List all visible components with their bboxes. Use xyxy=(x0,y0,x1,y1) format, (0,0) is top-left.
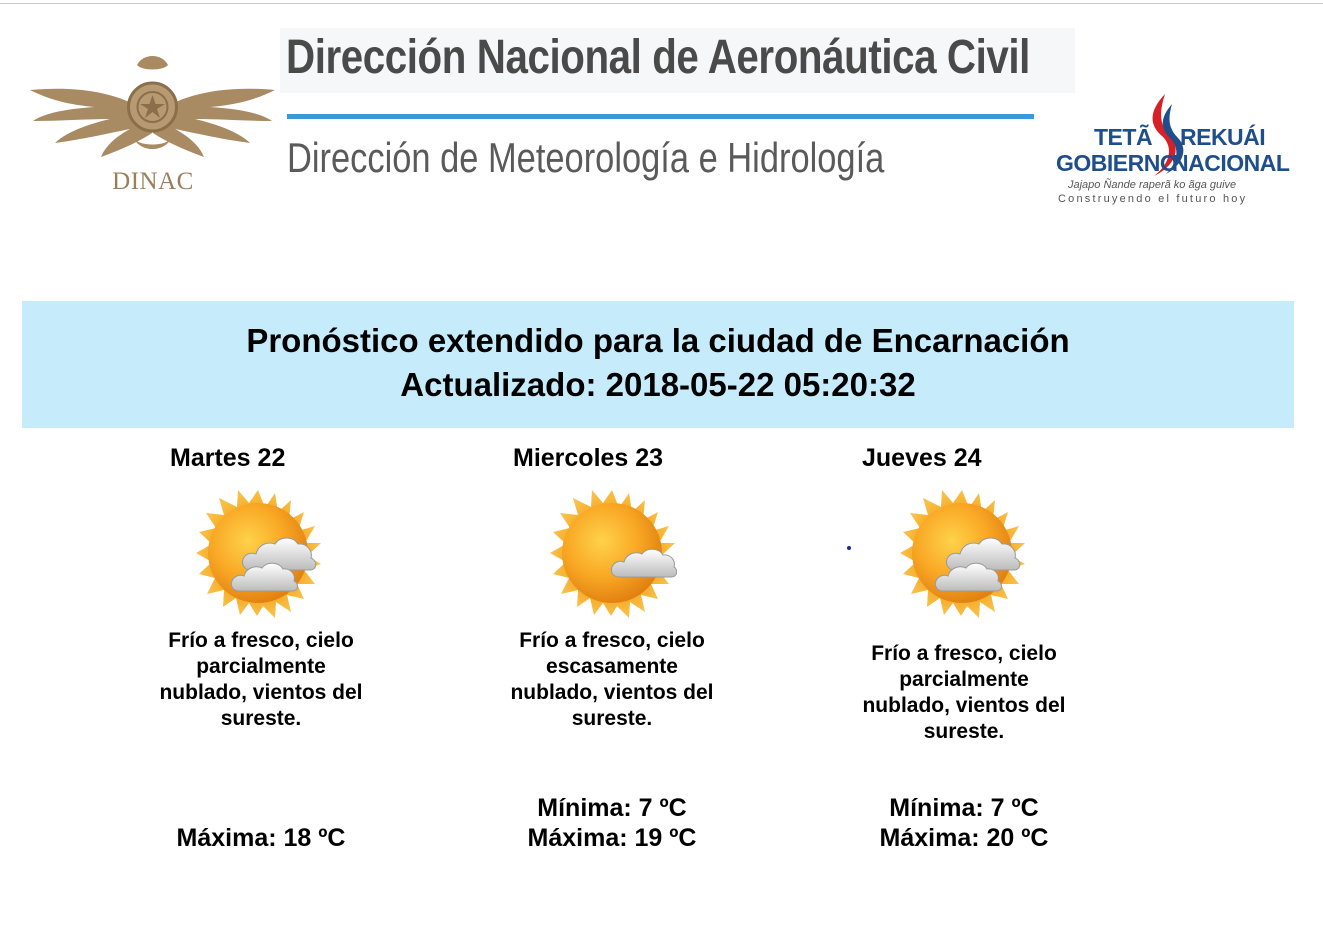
gob-logo-tagline-spanish: Construyendo el futuro hoy xyxy=(1058,193,1248,205)
header-divider xyxy=(287,114,1034,119)
forecast-title: Pronóstico extendido para la ciudad de Encarnación xyxy=(246,322,1070,359)
forecast-description: Frío a fresco, cielo parcialmente nublado, vientos del sureste. xyxy=(159,629,363,730)
day-name: Martes 22 xyxy=(170,444,286,472)
sun-cloud-icon xyxy=(897,488,1027,618)
day-name: Miercoles 23 xyxy=(513,444,664,472)
forecast-description: Frío a fresco, cielo parcialmente nublado, vientos del sureste. xyxy=(862,642,1066,743)
forecast-description: Frío a fresco, cielo escasamente nublado, vientos del sureste. xyxy=(510,629,714,730)
gob-logo-nacional: NACIONAL xyxy=(1172,150,1290,176)
temp-max: Máxima: 19 ºC xyxy=(527,824,697,852)
day-name: Jueves 24 xyxy=(862,444,982,472)
gob-logo-rekuai: REKUÁI xyxy=(1180,124,1266,150)
forecast-updated: Actualizado: 2018-05-22 05:20:32 xyxy=(400,366,916,403)
gob-logo-gobierno: GOBIERNO xyxy=(1056,150,1178,176)
temp-min: Mínima: 7 ºC xyxy=(889,794,1039,822)
dinac-label: DINAC xyxy=(112,168,194,195)
org-subtitle: Dirección de Meteorología e Hidrología xyxy=(287,134,885,181)
sun-small-cloud-icon xyxy=(547,488,677,618)
temp-min: Mínima: 7 ºC xyxy=(537,794,687,822)
temp-max: Máxima: 20 ºC xyxy=(879,824,1049,852)
org-title: Dirección Nacional de Aeronáutica Civil xyxy=(286,31,1030,84)
gob-logo-tagline-guarani: Jajapo Ñande raperã ko ãga guive xyxy=(1068,179,1237,191)
page-header xyxy=(0,0,1323,230)
stray-dot xyxy=(847,546,851,550)
temp-max: Máxima: 18 ºC xyxy=(176,824,346,852)
forecast-title-box xyxy=(22,301,1294,428)
gob-logo-teta: TETÃ xyxy=(1094,124,1153,150)
sun-cloud-icon xyxy=(193,488,323,618)
